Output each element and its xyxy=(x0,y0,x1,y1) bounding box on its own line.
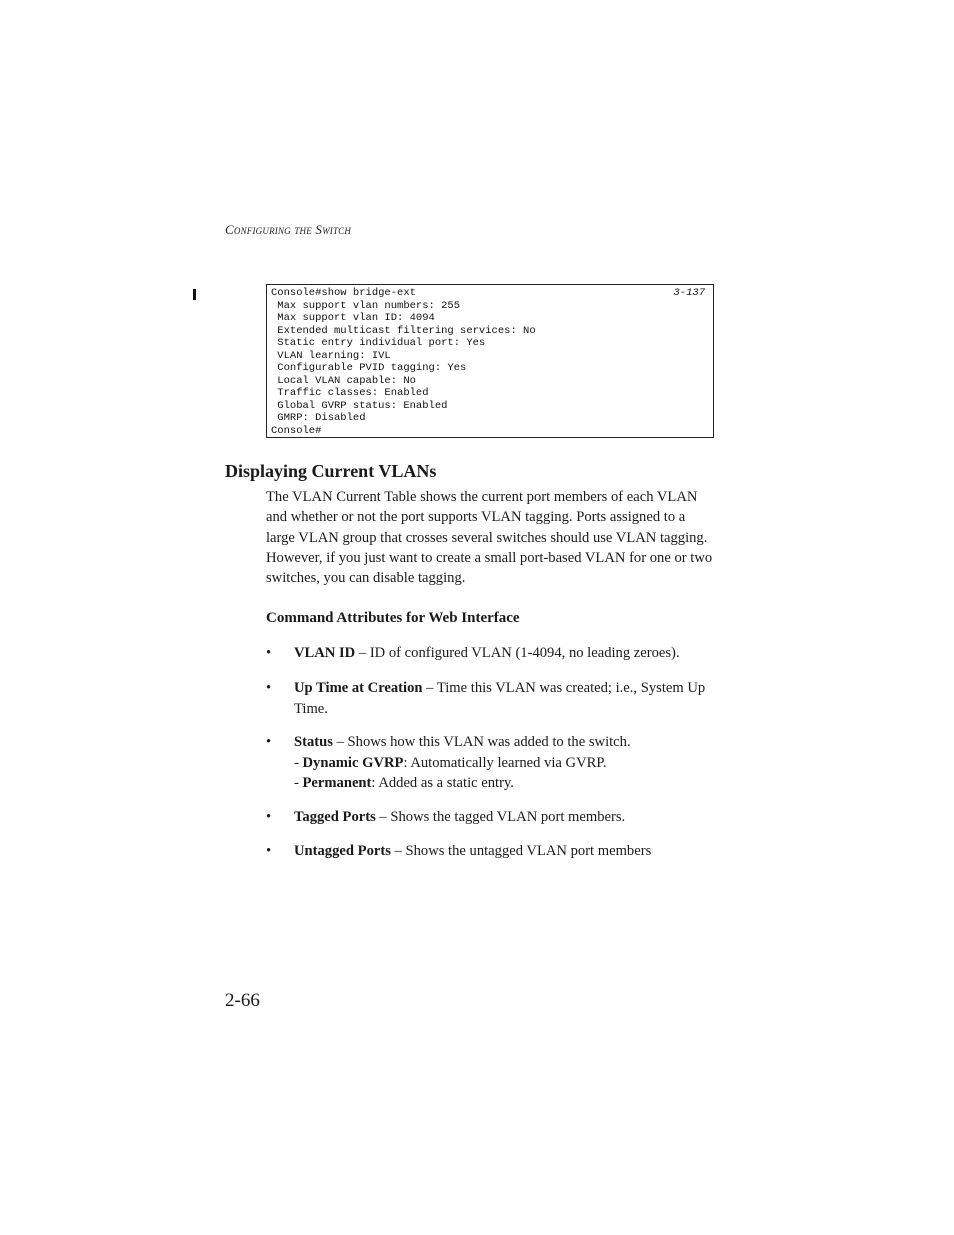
sub-desc: : Added as a static entry. xyxy=(371,775,514,791)
attribute-term: Untagged Ports xyxy=(294,843,391,859)
console-line: Console#show bridge-ext xyxy=(271,287,416,299)
console-line: Extended multicast filtering services: No xyxy=(271,324,536,337)
running-head: Configuring the Switch xyxy=(225,222,352,237)
console-line: Configurable PVID tagging: Yes xyxy=(271,362,467,374)
sub-desc: : Automatically learned via GVRP. xyxy=(403,754,607,771)
attribute-term: Up Time at Creation xyxy=(294,680,423,696)
console-line: Local VLAN capable: No xyxy=(271,374,416,387)
list-item xyxy=(266,678,718,719)
attribute-desc: – Time this VLAN was created; i.e., System Up Time. xyxy=(294,680,706,717)
attribute-term: Status xyxy=(294,734,333,750)
console-line: Global GVRP status: Enabled xyxy=(271,399,448,412)
sub-term: Dynamic GVRP xyxy=(302,754,404,771)
change-bar xyxy=(193,289,196,300)
bullet-icon: • xyxy=(266,809,272,825)
console-line: VLAN learning: IVL xyxy=(271,349,391,362)
section-title: Displaying Current VLANs xyxy=(225,461,437,481)
section-paragraph: The VLAN Current Table shows the current port members of each VLAN and whether or not the port supports VLAN tagging. Ports assigned to a large VLAN group that crosses several switches should use VLAN tagging. However, if you just want to create a small port-based VLAN for one or two switches, you can disable tagging. xyxy=(266,489,713,587)
console-output-box xyxy=(266,284,714,438)
bullet-icon: • xyxy=(266,734,272,750)
attribute-term: VLAN ID xyxy=(294,645,356,661)
console-line: Max support vlan numbers: 255 xyxy=(271,299,461,312)
bullet-icon: • xyxy=(266,680,272,696)
list-item xyxy=(266,732,718,794)
sub-prefix: - xyxy=(294,775,303,791)
console-line: Max support vlan ID: 4094 xyxy=(271,312,435,324)
list-item xyxy=(266,643,718,664)
sub-term: Permanent xyxy=(302,775,372,791)
console-reference: 3-137 xyxy=(673,287,705,299)
attribute-term: Tagged Ports xyxy=(294,809,376,825)
attribute-desc: – Shows the tagged VLAN port members. xyxy=(375,809,626,825)
bullet-icon: • xyxy=(266,645,272,661)
console-line: Console# xyxy=(271,424,322,437)
bullet-icon: • xyxy=(266,843,272,859)
attribute-desc: – Shows the untagged VLAN port members xyxy=(390,843,652,859)
attribute-desc: – ID of configured VLAN (1-4094, no leading zeroes). xyxy=(355,645,680,661)
attribute-desc: – Shows how this VLAN was added to the switch. xyxy=(332,734,631,750)
sub-prefix: - xyxy=(294,754,303,771)
console-line: GMRP: Disabled xyxy=(271,412,366,424)
page-number: 2-66 xyxy=(225,990,260,1011)
console-line: Traffic classes: Enabled xyxy=(271,387,429,399)
console-line: Static entry individual port: Yes xyxy=(271,337,486,349)
list-item xyxy=(266,807,718,828)
list-item xyxy=(266,841,718,862)
attributes-title: Command Attributes for Web Interface xyxy=(266,610,520,626)
